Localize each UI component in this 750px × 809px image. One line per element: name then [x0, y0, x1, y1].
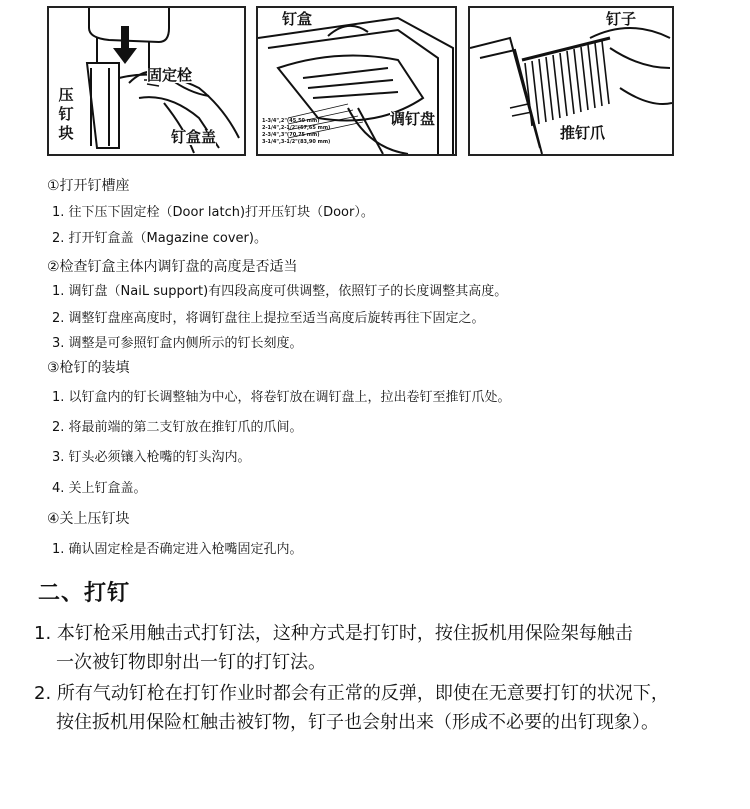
label-nail-support: 调钉盘 — [390, 110, 436, 128]
label-magazine: 钉盒 — [282, 10, 313, 28]
spec-size-4: 3-1/4",3-1/2"(83,90 mm) — [262, 139, 331, 145]
step3-item-1: 1. 以钉盒内的钉长调整轴为中心，将卷钉放在调钉盘上，拉出卷钉至推钉爪处。 — [52, 390, 511, 405]
section-heading: 二、打钉 — [38, 581, 131, 606]
figure-open-magazine — [47, 6, 246, 156]
spec-size-1: 1-3/4",2"(45,50 mm) — [262, 118, 320, 124]
step4-item-1: 1. 确认固定栓是否确定进入枪嘴固定孔内。 — [52, 542, 303, 557]
step1-item-2: 2. 打开钉盒盖（Magazine cover)。 — [52, 231, 267, 246]
step2-item-2: 2. 调整钉盘座高度时，将调钉盘往上提拉至适当高度后旋转再往下固定之。 — [52, 311, 485, 326]
paragraph-2-line-1: 2. 所有气动钉枪在打钉作业时都会有正常的反弹，即使在无意要打钉的状况下， — [34, 683, 669, 704]
step3-item-3: 3. 钉头必须镶入枪嘴的钉头沟内。 — [52, 450, 251, 465]
step1-item-1: 1. 往下压下固定栓（Door latch)打开压钉块（Door）。 — [52, 205, 374, 220]
label-magazine-cover: 钉盒盖 — [171, 128, 217, 146]
step4-title: ④关上压钉块 — [47, 511, 130, 527]
paragraph-2-line-2: 按住扳机用保险杠触击被钉物，钉子也会射出来（形成不必要的出钉现象）。 — [56, 712, 659, 733]
step3-item-4: 4. 关上钉盒盖。 — [52, 481, 147, 496]
step3-item-2: 2. 将最前端的第二支钉放在推钉爪的爪间。 — [52, 420, 303, 435]
step3-title: ③枪钉的装填 — [47, 360, 130, 376]
step1-title: ①打开钉槽座 — [47, 178, 130, 194]
spec-size-2: 2-1/4",2-1/2"(57,65 mm) — [262, 125, 331, 131]
step2-item-3: 3. 调整是可参照钉盒内侧所示的钉长刻度。 — [52, 336, 303, 351]
step2-item-1: 1. 调钉盘（NaiL support)有四段高度可供调整，依照钉子的长度调整其高度。 — [52, 284, 508, 299]
press-arrow-icon — [113, 26, 137, 64]
figure-load-nails — [468, 6, 674, 156]
label-press-block: 压钉块 — [58, 86, 74, 142]
figure-nail-support — [256, 6, 457, 156]
label-nails: 钉子 — [606, 10, 637, 28]
spec-size-3: 2-3/4",3"(70,75 mm) — [262, 132, 320, 138]
paragraph-1-line-1: 1. 本钉枪采用触击式打钉法，这种方式是打钉时，按住扳机用保险架每触击 — [34, 623, 633, 644]
paragraph-1-line-2: 一次被钉物即射出一钉的打钉法。 — [56, 652, 326, 673]
label-feeder-claw: 推钉爪 — [560, 124, 606, 142]
label-fixing-bolt: 固定栓 — [147, 66, 193, 84]
step2-title: ②检查钉盒主体内调钉盘的高度是否适当 — [47, 259, 298, 275]
